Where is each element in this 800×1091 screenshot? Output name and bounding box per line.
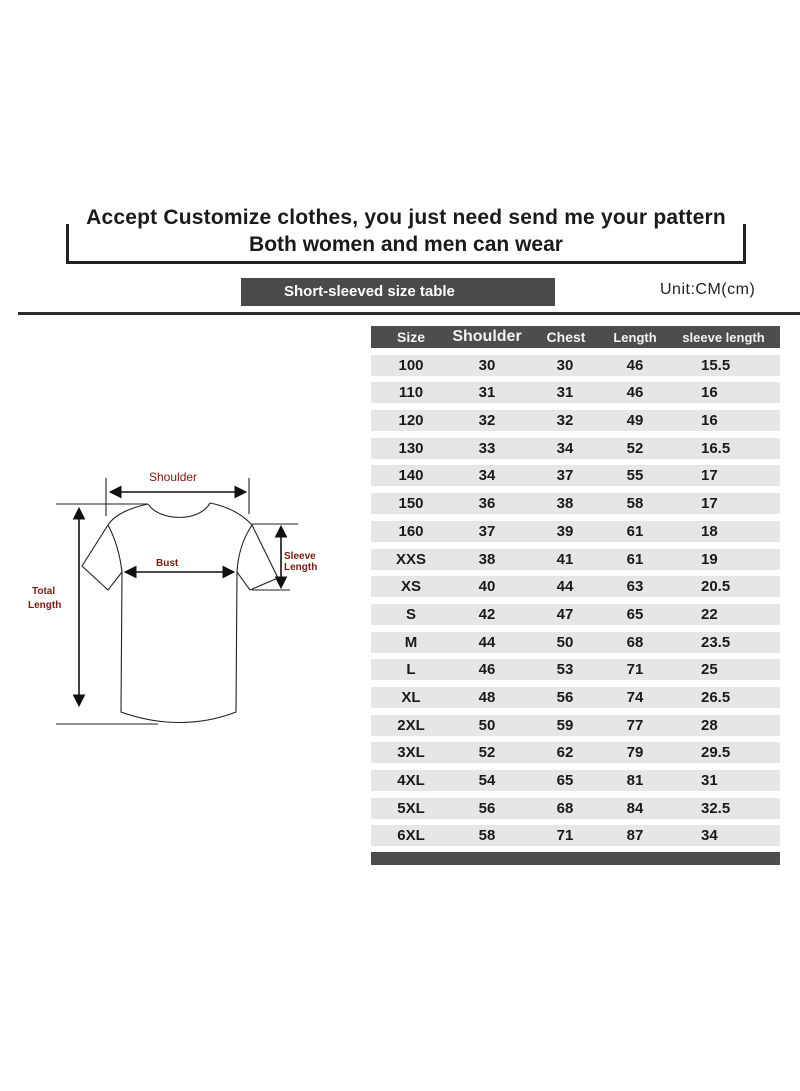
cell-length: 77 [626, 716, 644, 734]
cell-length: 68 [626, 633, 644, 651]
cell-shoulder: 44 [478, 633, 496, 651]
cell-sleeve-length: 16 [701, 384, 718, 402]
cell-shoulder: 37 [478, 522, 496, 540]
cell-shoulder: 36 [478, 495, 496, 513]
table-row [371, 410, 780, 431]
table-row [371, 742, 780, 763]
cell-size: XS [400, 578, 421, 596]
banner-subheadline: Both women and men can wear [249, 233, 563, 256]
cell-shoulder: 52 [478, 744, 496, 762]
cell-chest: 39 [556, 522, 574, 540]
cell-size: 130 [398, 439, 424, 457]
cell-length: 71 [626, 661, 644, 679]
table-header [371, 326, 780, 348]
cell-length: 74 [626, 688, 644, 706]
cell-length: 84 [626, 799, 644, 817]
cell-shoulder: 31 [478, 384, 496, 402]
unit-label: Unit:CM(cm) [660, 281, 756, 298]
cell-sleeve-length: 29.5 [701, 744, 731, 762]
col-length: Length [613, 329, 657, 345]
table-row [371, 659, 780, 680]
cell-size: 150 [398, 495, 424, 513]
cell-chest: 30 [556, 356, 574, 374]
table-row [371, 770, 780, 791]
cell-length: 79 [626, 744, 644, 762]
table-row [371, 687, 780, 708]
table-row [371, 576, 780, 597]
cell-sleeve-length: 32.5 [701, 799, 731, 817]
table-row [371, 493, 780, 514]
bust-label: Bust [156, 558, 179, 569]
cell-length: 46 [626, 384, 644, 402]
cell-length: 55 [626, 467, 644, 485]
tshirt-icon [20, 460, 340, 740]
cell-length: 87 [626, 827, 644, 845]
cell-shoulder: 33 [478, 439, 496, 457]
cell-shoulder: 58 [478, 827, 496, 845]
cell-shoulder: 40 [478, 578, 496, 596]
table-footer-bar [371, 852, 780, 865]
cell-chest: 56 [556, 688, 574, 706]
cell-chest: 68 [556, 799, 574, 817]
table-row [371, 355, 780, 376]
cell-length: 52 [626, 439, 644, 457]
cell-size: 2XL [397, 716, 425, 734]
cell-sleeve-length: 15.5 [701, 356, 731, 374]
divider [18, 312, 800, 315]
cell-sleeve-length: 19 [701, 550, 718, 568]
cell-size: 140 [398, 467, 424, 485]
table-row [371, 521, 780, 542]
col-sleeve-length: sleeve length [682, 329, 765, 345]
cell-size: XL [401, 688, 421, 706]
cell-size: 120 [398, 412, 424, 430]
cell-size: 3XL [397, 744, 425, 762]
cell-length: 63 [626, 578, 644, 596]
cell-shoulder: 34 [478, 467, 496, 485]
cell-shoulder: 54 [478, 772, 496, 789]
cell-length: 61 [626, 522, 644, 540]
cell-size: 100 [398, 356, 424, 374]
cell-sleeve-length: 25 [701, 661, 718, 679]
cell-size: 160 [398, 522, 424, 540]
cell-length: 49 [626, 412, 644, 430]
cell-sleeve-length: 16 [701, 412, 718, 430]
cell-chest: 47 [556, 605, 574, 623]
cell-shoulder: 30 [478, 356, 496, 374]
cell-size: XXS [395, 550, 426, 568]
cell-shoulder: 46 [478, 661, 496, 679]
cell-length: 81 [626, 772, 644, 789]
cell-sleeve-length: 26.5 [701, 688, 731, 706]
shoulder-label: Shoulder [149, 470, 198, 484]
cell-length: 65 [626, 605, 644, 623]
cell-length: 58 [626, 495, 644, 513]
table-row [371, 438, 780, 459]
sleeve-length-label-2: Length [284, 562, 318, 573]
col-size: Size [396, 329, 425, 345]
cell-sleeve-length: 20.5 [701, 578, 731, 596]
cell-chest: 34 [556, 439, 574, 457]
cell-size: 110 [398, 384, 424, 402]
table-row [371, 715, 780, 736]
cell-length: 61 [626, 550, 644, 568]
cell-shoulder: 42 [478, 605, 496, 623]
cell-chest: 62 [556, 744, 574, 762]
table-row [371, 465, 780, 486]
col-shoulder: Shoulder [452, 328, 522, 345]
table-row [371, 825, 780, 846]
cell-shoulder: 48 [478, 688, 496, 706]
cell-chest: 31 [556, 384, 574, 402]
table-row [371, 604, 780, 625]
cell-shoulder: 50 [478, 716, 496, 734]
table-row [371, 549, 780, 570]
col-chest: Chest [546, 329, 586, 345]
cell-size: L [406, 661, 416, 679]
cell-size: 6XL [397, 827, 425, 845]
sleeve-length-label-1: Sleeve [284, 551, 316, 562]
cell-shoulder: 56 [478, 799, 496, 817]
cell-chest: 59 [556, 716, 574, 734]
cell-chest: 53 [556, 661, 574, 679]
cell-sleeve-length: 16.5 [701, 439, 731, 457]
cell-size: 5XL [397, 799, 425, 817]
cell-chest: 37 [556, 467, 574, 485]
cell-size: M [404, 633, 418, 651]
cell-chest: 41 [556, 550, 574, 568]
cell-sleeve-length: 34 [701, 827, 718, 845]
tshirt-measurement-diagram [20, 460, 340, 740]
cell-chest: 32 [556, 412, 574, 430]
cell-sleeve-length: 17 [701, 467, 718, 485]
cell-size: 4XL [397, 772, 425, 789]
cell-sleeve-length: 23.5 [701, 633, 731, 651]
cell-chest: 50 [556, 633, 574, 651]
cell-sleeve-length: 22 [701, 605, 718, 623]
cell-chest: 38 [556, 495, 574, 513]
total-length-label-1: Total [32, 586, 56, 597]
table-row [371, 382, 780, 403]
cell-sleeve-length: 18 [701, 522, 718, 540]
size-table-title: Short-sleeved size table [241, 278, 555, 306]
cell-shoulder: 32 [478, 412, 496, 430]
cell-sleeve-length: 17 [701, 495, 718, 513]
cell-sleeve-length: 31 [701, 772, 718, 789]
cell-chest: 71 [556, 827, 574, 845]
cell-length: 46 [626, 356, 644, 374]
cell-size: S [405, 605, 416, 623]
cell-chest: 44 [556, 578, 574, 596]
table-row [371, 798, 780, 819]
total-length-label-2: Length [28, 600, 62, 611]
banner-headline: Accept Customize clothes, you just need send me your pattern [86, 206, 726, 229]
cell-shoulder: 38 [478, 550, 496, 568]
cell-sleeve-length: 28 [701, 716, 718, 734]
table-row [371, 632, 780, 653]
size-table [371, 326, 780, 865]
cell-chest: 65 [556, 772, 574, 789]
